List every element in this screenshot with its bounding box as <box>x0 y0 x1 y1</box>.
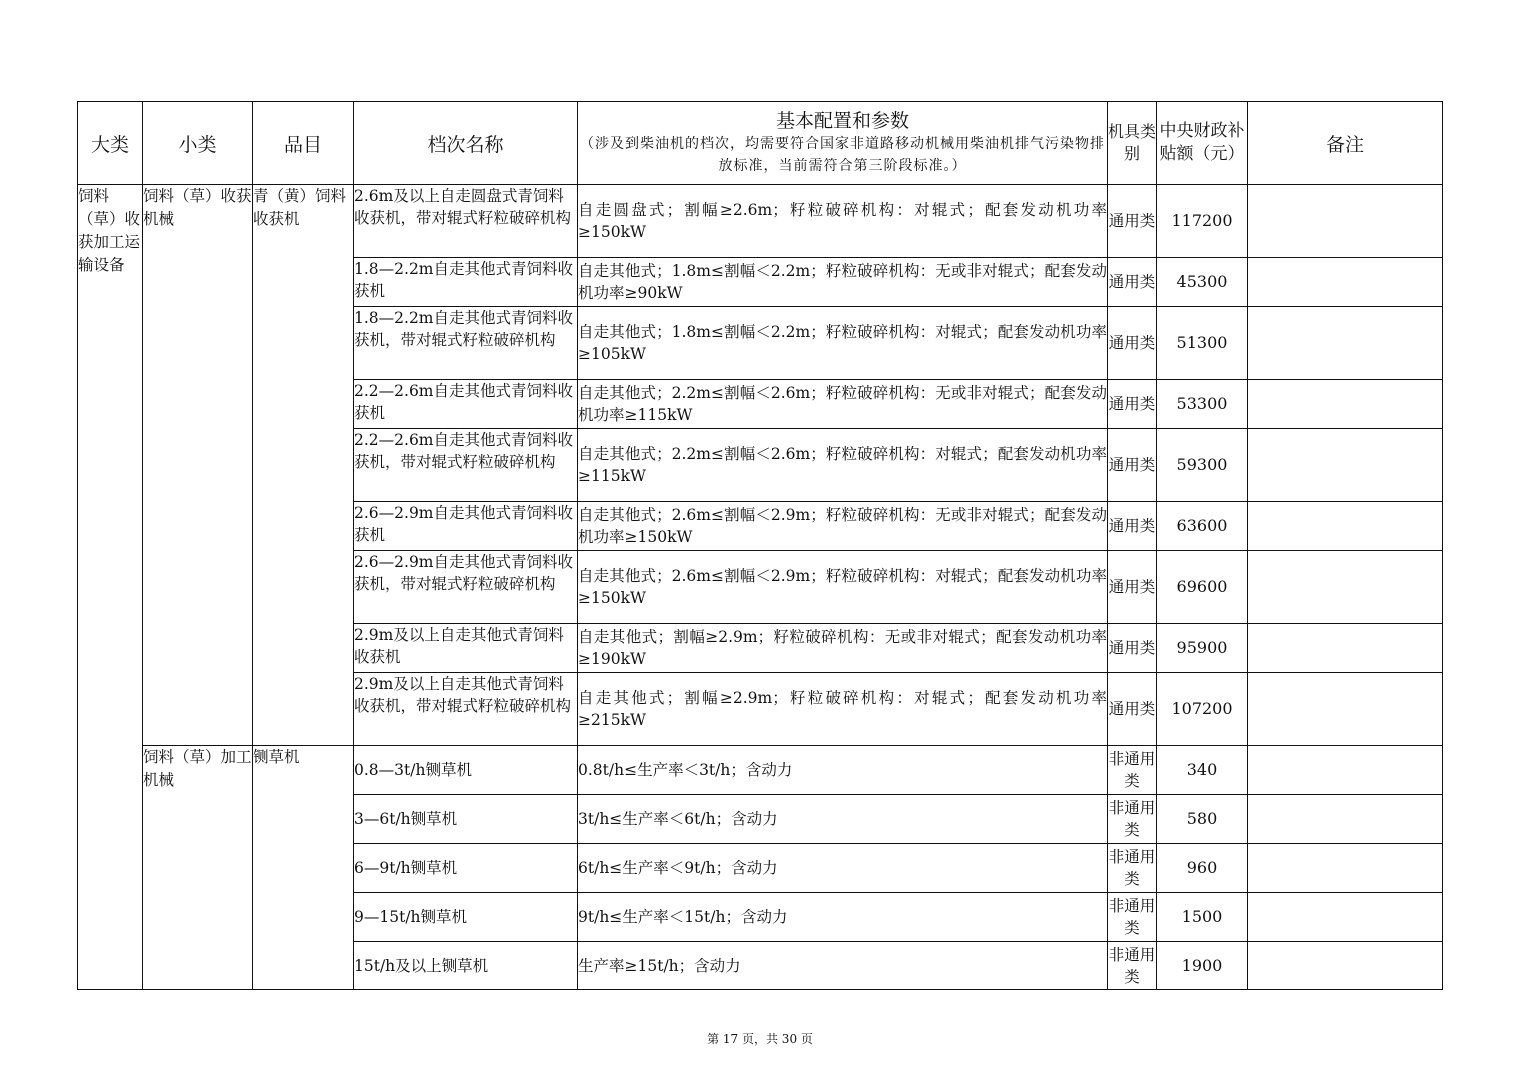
params-cell: 自走其他式；1.8m≤割幅＜2.2m；籽粒破碎机构：无或非对辊式；配套发动机功率≥90kW <box>578 258 1108 307</box>
header-item: 品目 <box>253 102 354 185</box>
subsidy-amount-cell: 960 <box>1157 844 1248 893</box>
minor-category-cell: 饲料（草）收获机械 <box>143 185 253 746</box>
remark-cell <box>1248 893 1443 942</box>
remark-cell <box>1248 380 1443 429</box>
header-params-note: （涉及到柴油机的档次，均需要符合国家非道路移动机械用柴油机排气污染物排放标准，当前需符合第三阶段标准。） <box>580 136 1105 174</box>
remark-cell <box>1248 844 1443 893</box>
params-cell: 9t/h≤生产率＜15t/h；含动力 <box>578 893 1108 942</box>
machine-type-cell: 通用类 <box>1108 380 1157 429</box>
subsidy-amount-cell: 51300 <box>1157 307 1248 380</box>
grade-cell: 2.6m及以上自走圆盘式青饲料收获机，带对辊式籽粒破碎机构 <box>354 185 578 258</box>
remark-cell <box>1248 942 1443 990</box>
table-row <box>78 185 1443 258</box>
minor-category-cell: 饲料（草）加工机械 <box>143 746 253 990</box>
grade-cell: 2.6—2.9m自走其他式青饲料收获机 <box>354 502 578 551</box>
grade-cell: 6—9t/h铡草机 <box>354 844 578 893</box>
header-machine-type: 机具类别 <box>1108 102 1157 185</box>
machine-type-cell: 通用类 <box>1108 429 1157 502</box>
subsidy-amount-cell: 53300 <box>1157 380 1248 429</box>
subsidy-amount-cell: 59300 <box>1157 429 1248 502</box>
grade-cell: 2.2—2.6m自走其他式青饲料收获机 <box>354 380 578 429</box>
subsidy-amount-cell: 63600 <box>1157 502 1248 551</box>
major-category-cell: 饲料（草）收获加工运输设备 <box>78 185 143 990</box>
subsidy-amount-cell: 117200 <box>1157 185 1248 258</box>
remark-cell <box>1248 429 1443 502</box>
machine-type-cell: 非通用类 <box>1108 746 1157 795</box>
params-cell: 生产率≥15t/h；含动力 <box>578 942 1108 990</box>
machine-type-cell: 通用类 <box>1108 185 1157 258</box>
grade-cell: 2.6—2.9m自走其他式青饲料收获机，带对辊式籽粒破碎机构 <box>354 551 578 624</box>
machine-type-cell: 通用类 <box>1108 551 1157 624</box>
grade-cell: 1.8—2.2m自走其他式青饲料收获机，带对辊式籽粒破碎机构 <box>354 307 578 380</box>
machine-type-cell: 非通用类 <box>1108 795 1157 844</box>
params-cell: 自走其他式；2.6m≤割幅＜2.9m；籽粒破碎机构：对辊式；配套发动机功率≥150kW <box>578 551 1108 624</box>
machine-type-cell: 通用类 <box>1108 258 1157 307</box>
remark-cell <box>1248 746 1443 795</box>
subsidy-amount-cell: 1500 <box>1157 893 1248 942</box>
subsidy-amount-cell: 340 <box>1157 746 1248 795</box>
item-cell: 青（黄）饲料收获机 <box>253 185 354 746</box>
grade-cell: 2.2—2.6m自走其他式青饲料收获机，带对辊式籽粒破碎机构 <box>354 429 578 502</box>
params-cell: 自走其他式；2.2m≤割幅＜2.6m；籽粒破碎机构：无或非对辊式；配套发动机功率≥115kW <box>578 380 1108 429</box>
subsidy-amount-cell: 1900 <box>1157 942 1248 990</box>
remark-cell <box>1248 795 1443 844</box>
params-cell: 自走圆盘式；割幅≥2.6m；籽粒破碎机构：对辊式；配套发动机功率≥150kW <box>578 185 1108 258</box>
grade-cell: 9—15t/h铡草机 <box>354 893 578 942</box>
header-remark: 备注 <box>1248 102 1443 185</box>
header-subsidy: 中央财政补贴额（元） <box>1157 102 1248 185</box>
subsidy-amount-cell: 95900 <box>1157 624 1248 673</box>
grade-cell: 1.8—2.2m自走其他式青饲料收获机 <box>354 258 578 307</box>
machine-type-cell: 通用类 <box>1108 673 1157 746</box>
header-params-title: 基本配置和参数 <box>775 110 909 132</box>
grade-cell: 3—6t/h铡草机 <box>354 795 578 844</box>
params-cell: 自走其他式；2.2m≤割幅＜2.6m；籽粒破碎机构：对辊式；配套发动机功率≥115kW <box>578 429 1108 502</box>
machine-type-cell: 非通用类 <box>1108 893 1157 942</box>
params-cell: 0.8t/h≤生产率＜3t/h；含动力 <box>578 746 1108 795</box>
page-footer: 第 17 页，共 30 页 <box>707 1032 813 1046</box>
header-row <box>78 102 1443 185</box>
header-minor: 小类 <box>143 102 253 185</box>
grade-cell: 0.8—3t/h铡草机 <box>354 746 578 795</box>
machine-type-cell: 通用类 <box>1108 307 1157 380</box>
params-cell: 3t/h≤生产率＜6t/h；含动力 <box>578 795 1108 844</box>
machine-type-cell: 非通用类 <box>1108 844 1157 893</box>
machine-type-cell: 非通用类 <box>1108 942 1157 990</box>
params-cell: 自走其他式；割幅≥2.9m；籽粒破碎机构：对辊式；配套发动机功率≥215kW <box>578 673 1108 746</box>
grade-cell: 2.9m及以上自走其他式青饲料收获机 <box>354 624 578 673</box>
item-cell: 铡草机 <box>253 746 354 990</box>
remark-cell <box>1248 673 1443 746</box>
params-cell: 自走其他式；割幅≥2.9m；籽粒破碎机构：无或非对辊式；配套发动机功率≥190kW <box>578 624 1108 673</box>
subsidy-amount-cell: 107200 <box>1157 673 1248 746</box>
remark-cell <box>1248 502 1443 551</box>
remark-cell <box>1248 258 1443 307</box>
header-params <box>578 102 1108 185</box>
machine-type-cell: 通用类 <box>1108 502 1157 551</box>
machine-type-cell: 通用类 <box>1108 624 1157 673</box>
params-cell: 自走其他式；1.8m≤割幅＜2.2m；籽粒破碎机构：对辊式；配套发动机功率≥105kW <box>578 307 1108 380</box>
params-cell: 6t/h≤生产率＜9t/h；含动力 <box>578 844 1108 893</box>
params-cell: 自走其他式；2.6m≤割幅＜2.9m；籽粒破碎机构：无或非对辊式；配套发动机功率≥150kW <box>578 502 1108 551</box>
subsidy-amount-cell: 580 <box>1157 795 1248 844</box>
grade-cell: 2.9m及以上自走其他式青饲料收获机，带对辊式籽粒破碎机构 <box>354 673 578 746</box>
remark-cell <box>1248 624 1443 673</box>
table-row <box>78 746 1443 795</box>
subsidy-amount-cell: 45300 <box>1157 258 1248 307</box>
remark-cell <box>1248 185 1443 258</box>
subsidy-table <box>77 101 1443 990</box>
grade-cell: 15t/h及以上铡草机 <box>354 942 578 990</box>
subsidy-amount-cell: 69600 <box>1157 551 1248 624</box>
remark-cell <box>1248 551 1443 624</box>
header-grade: 档次名称 <box>354 102 578 185</box>
remark-cell <box>1248 307 1443 380</box>
header-major: 大类 <box>78 102 143 185</box>
